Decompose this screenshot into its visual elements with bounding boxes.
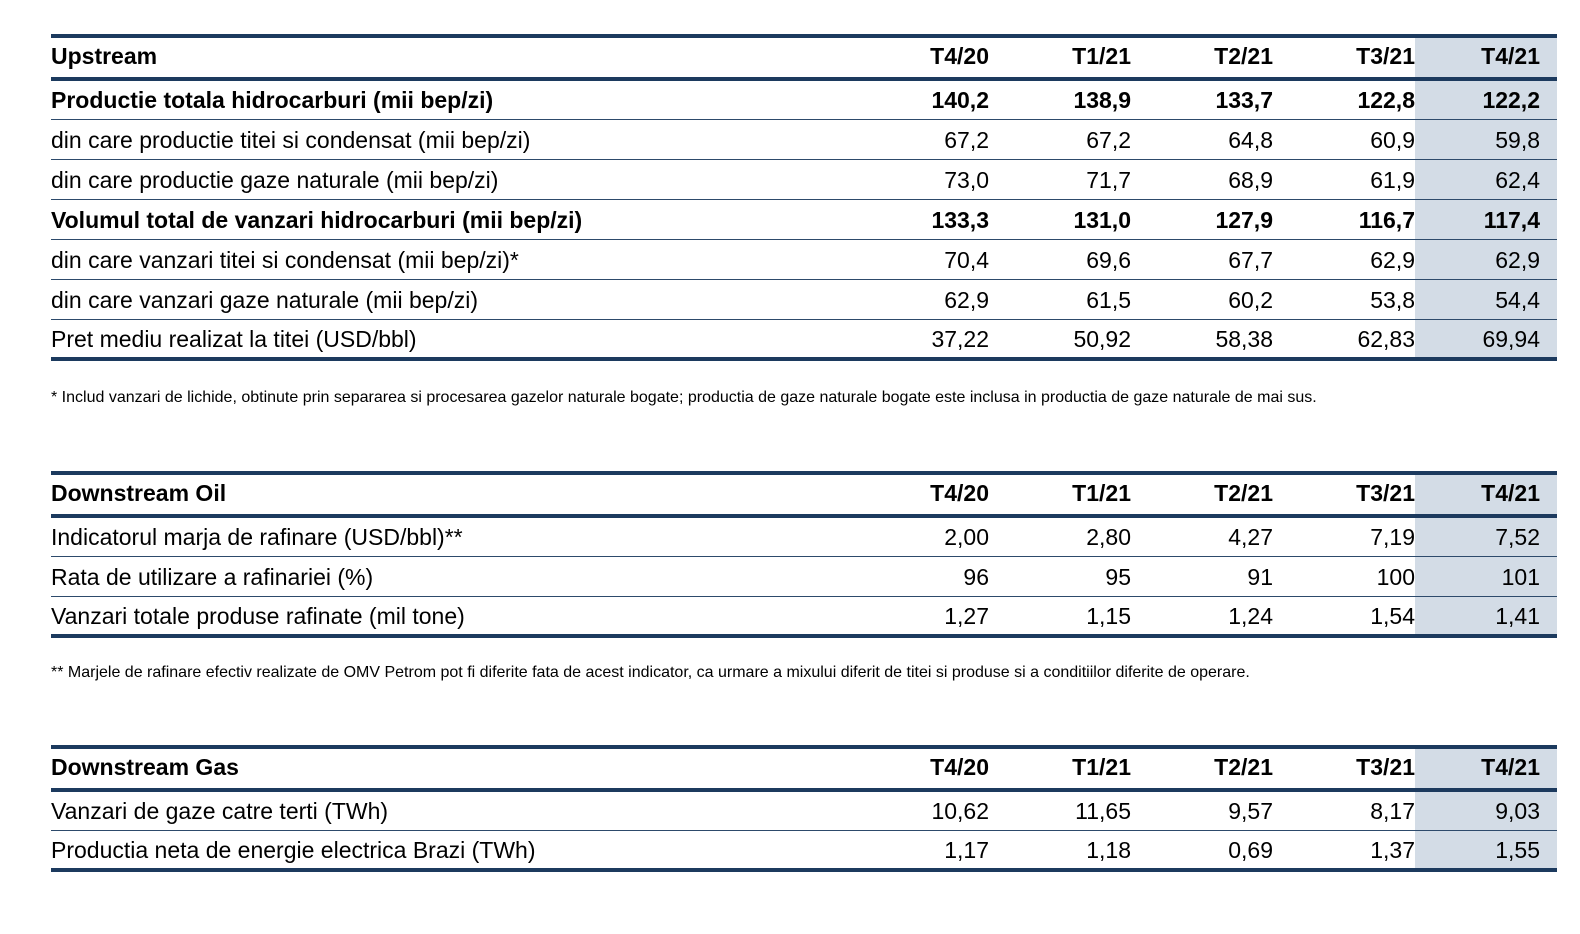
row-label: Productia neta de energie electrica Brazi (TWh) — [51, 836, 536, 863]
value-cell: 60,9 — [1370, 126, 1415, 153]
value-cell: 122,2 — [1415, 79, 1557, 119]
value-cell: 2,00 — [944, 524, 989, 551]
row-label: Pret mediu realizat la titei (USD/bbl) — [51, 325, 417, 352]
table-row — [51, 239, 1557, 279]
value-cell: 70,4 — [944, 246, 989, 273]
value-cell: 54,4 — [1415, 279, 1557, 319]
value-cell: 1,15 — [1086, 602, 1131, 629]
section-title: Downstream Oil — [51, 480, 227, 506]
value-cell: 37,22 — [931, 325, 989, 352]
value-cell: 62,9 — [1370, 246, 1415, 273]
table-row — [51, 790, 1557, 830]
value-cell: 67,2 — [1086, 126, 1131, 153]
period-header: T4/21 — [1415, 36, 1557, 79]
period-header: T1/21 — [1072, 43, 1131, 69]
period-header: T4/20 — [930, 43, 989, 69]
value-cell: 1,18 — [1086, 836, 1131, 863]
value-cell: 91 — [1247, 563, 1273, 590]
section-title: Upstream — [51, 43, 158, 69]
period-header: T2/21 — [1214, 480, 1273, 506]
value-cell: 116,7 — [1358, 206, 1415, 233]
row-label: din care vanzari titei si condensat (mii bep/zi)* — [51, 246, 519, 273]
value-cell: 67,2 — [944, 126, 989, 153]
table-row — [51, 319, 1557, 359]
value-cell: 133,3 — [931, 206, 989, 233]
table-row — [51, 830, 1557, 870]
downstream-oil-section — [51, 471, 1540, 638]
value-cell: 64,8 — [1228, 126, 1273, 153]
value-cell: 71,7 — [1086, 166, 1131, 193]
value-cell: 101 — [1415, 556, 1557, 596]
period-header: T4/21 — [1415, 473, 1557, 516]
value-cell: 131,0 — [1073, 206, 1131, 233]
value-cell: 62,9 — [944, 286, 989, 313]
table-header-row — [51, 473, 1557, 516]
value-cell: 9,57 — [1228, 798, 1273, 825]
period-header: T4/20 — [930, 754, 989, 780]
value-cell: 68,9 — [1228, 166, 1273, 193]
value-cell: 7,19 — [1370, 524, 1415, 551]
value-cell: 4,27 — [1228, 524, 1273, 551]
value-cell: 95 — [1105, 563, 1131, 590]
period-header: T1/21 — [1072, 754, 1131, 780]
upstream-table — [51, 34, 1557, 361]
value-cell: 53,8 — [1370, 286, 1415, 313]
upstream-footnote: * Includ vanzari de lichide, obtinute prin separarea si procesarea gazelor naturale bogate; productia de gaze naturale bogate este inclusa in productia de gaze naturale de mai sus. — [51, 389, 1317, 406]
value-cell: 0,69 — [1228, 836, 1273, 863]
value-cell: 1,27 — [944, 602, 989, 629]
value-cell: 2,80 — [1086, 524, 1131, 551]
row-label: din care productie gaze naturale (mii bep/zi) — [51, 166, 499, 193]
table-row — [51, 159, 1557, 199]
table-row — [51, 79, 1557, 119]
value-cell: 50,92 — [1073, 325, 1131, 352]
table-header-row — [51, 36, 1557, 79]
value-cell: 7,52 — [1415, 516, 1557, 556]
period-header: T3/21 — [1356, 480, 1415, 506]
value-cell: 133,7 — [1215, 87, 1273, 114]
value-cell: 1,54 — [1370, 602, 1415, 629]
row-label: din care vanzari gaze naturale (mii bep/zi) — [51, 286, 478, 313]
value-cell: 62,4 — [1415, 159, 1557, 199]
period-header: T4/20 — [930, 480, 989, 506]
table-row — [51, 119, 1557, 159]
value-cell: 1,41 — [1415, 596, 1557, 636]
table-row — [51, 279, 1557, 319]
period-header: T2/21 — [1214, 43, 1273, 69]
downstream-gas-table — [51, 745, 1557, 872]
row-label: Productie totala hidrocarburi (mii bep/zi) — [51, 87, 494, 114]
value-cell: 69,94 — [1415, 319, 1557, 359]
value-cell: 10,62 — [931, 798, 989, 825]
value-cell: 58,38 — [1215, 325, 1273, 352]
table-row — [51, 596, 1557, 636]
table-row — [51, 516, 1557, 556]
value-cell: 122,8 — [1357, 87, 1415, 114]
period-header: T1/21 — [1072, 480, 1131, 506]
value-cell: 11,65 — [1075, 798, 1131, 825]
period-header: T3/21 — [1356, 43, 1415, 69]
value-cell: 62,83 — [1357, 325, 1415, 352]
value-cell: 61,9 — [1370, 166, 1415, 193]
value-cell: 96 — [963, 563, 989, 590]
value-cell: 69,6 — [1086, 246, 1131, 273]
period-header: T4/21 — [1415, 747, 1557, 790]
section-title: Downstream Gas — [51, 754, 239, 780]
value-cell: 1,24 — [1228, 602, 1273, 629]
value-cell: 140,2 — [931, 87, 989, 114]
upstream-section — [51, 34, 1540, 361]
value-cell: 117,4 — [1415, 199, 1557, 239]
row-label: Vanzari totale produse rafinate (mil tone) — [51, 602, 465, 629]
value-cell: 138,9 — [1073, 87, 1131, 114]
downstream-gas-section — [51, 745, 1540, 872]
value-cell: 9,03 — [1415, 790, 1557, 830]
row-label: Vanzari de gaze catre terti (TWh) — [51, 798, 389, 825]
value-cell: 8,17 — [1370, 798, 1415, 825]
value-cell: 62,9 — [1415, 239, 1557, 279]
row-label: Rata de utilizare a rafinariei (%) — [51, 563, 374, 590]
table-row — [51, 199, 1557, 239]
value-cell: 67,7 — [1228, 246, 1273, 273]
table-row — [51, 556, 1557, 596]
downstream-oil-table — [51, 471, 1557, 638]
value-cell: 59,8 — [1415, 119, 1557, 159]
value-cell: 1,17 — [944, 836, 989, 863]
value-cell: 61,5 — [1086, 286, 1131, 313]
period-header: T2/21 — [1214, 754, 1273, 780]
period-header: T3/21 — [1356, 754, 1415, 780]
value-cell: 100 — [1376, 563, 1415, 590]
row-label: Indicatorul marja de rafinare (USD/bbl)** — [51, 524, 463, 551]
table-header-row — [51, 747, 1557, 790]
row-label: Volumul total de vanzari hidrocarburi (mii bep/zi) — [51, 206, 583, 233]
value-cell: 127,9 — [1215, 206, 1273, 233]
downstream-oil-footnote: ** Marjele de rafinare efectiv realizate de OMV Petrom pot fi diferite fata de acest indicator, ca urmare a mixului diferit de titei si produse si a conditiilor diferite de operare. — [51, 664, 1250, 681]
value-cell: 73,0 — [944, 166, 989, 193]
value-cell: 1,37 — [1370, 836, 1415, 863]
row-label: din care productie titei si condensat (mii bep/zi) — [51, 126, 531, 153]
value-cell: 1,55 — [1415, 830, 1557, 870]
value-cell: 60,2 — [1228, 286, 1273, 313]
